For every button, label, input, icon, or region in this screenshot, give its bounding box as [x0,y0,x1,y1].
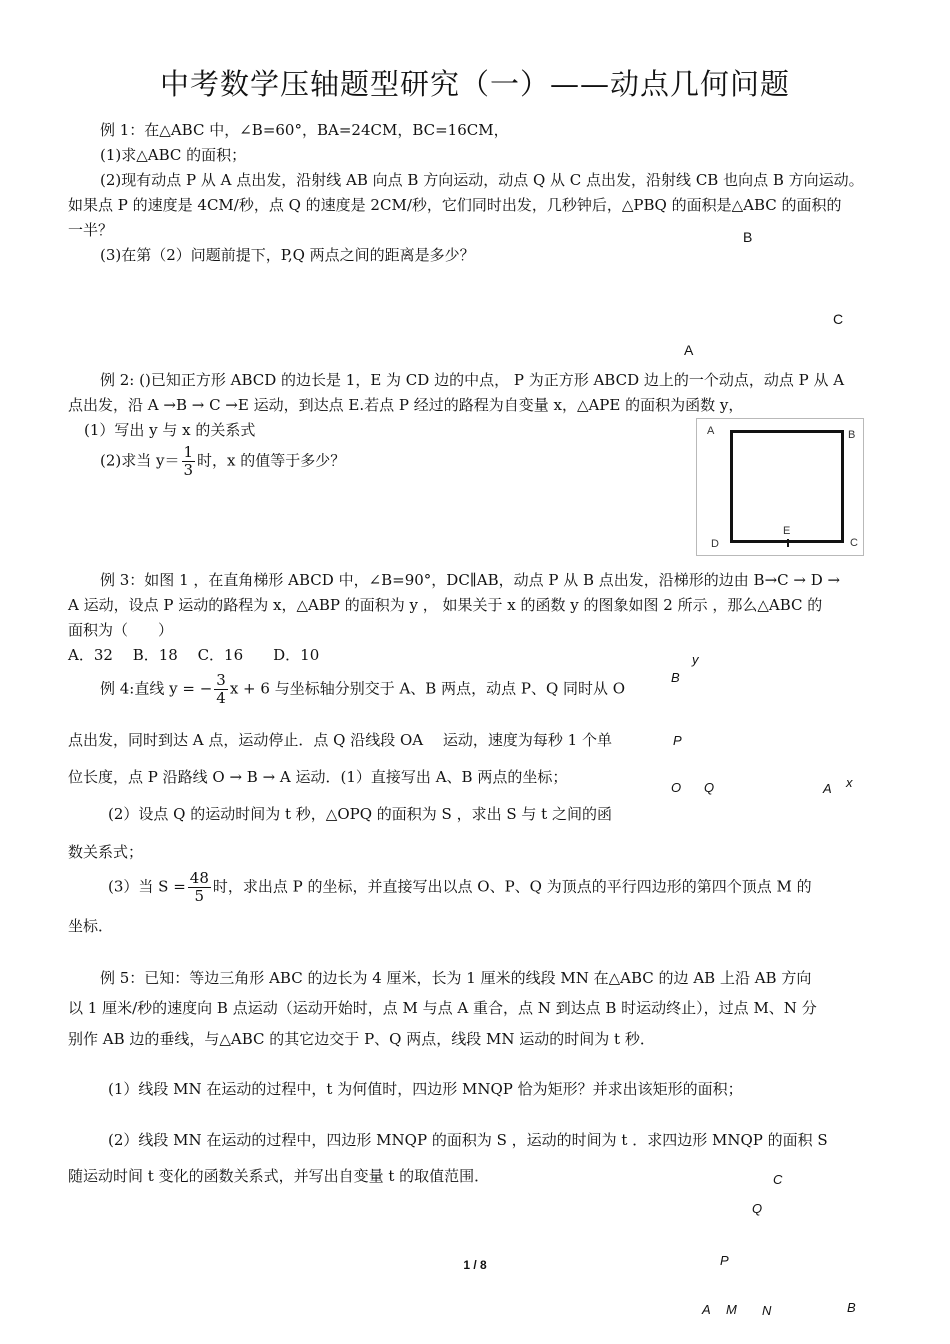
ex1-line-6: (3)在第（2）问题前提下，P,Q 两点之间的距离是多少？ [100,246,475,264]
ex5-line-1: 例 5：已知：等边三角形 ABC 的边长为 4 厘米，长为 1 厘米的线段 MN 在△ABC 的边 AB 上沿 AB 方向 [100,969,812,987]
ex2-fraction-numerator: 1 [183,443,194,461]
ex5-fig-label-n: N [762,1303,772,1318]
ex5-fig-label-a: A [702,1302,711,1317]
ex5-fig-label-p: P [720,1253,729,1268]
ex5-fig-label-q: Q [752,1201,763,1216]
ex1-line-4: 如果点 P 的速度是 4CM/秒，点 Q 的速度是 2CM/秒，它们同时出发，几秒钟后，△PBQ 的面积是△ABC 的面积的 [68,196,842,214]
ex4-line-1-end: x + 6 与坐标轴分别交于 A、B 两点，动点 P、Q 同时从 O [229,679,626,698]
page-title: 中考数学压轴题型研究（一）——动点几何问题 [159,67,790,101]
ex2-fig-label-a: A [707,425,715,437]
ex2-line-2: 点出发，沿 A →B → C →E 运动，到达点 E.若点 P 经过的路程为自变量 x，△APE 的面积为函数 y， [68,396,744,414]
ex5-line-4: (1）线段 MN 在运动的过程中，t 为何值时，四边形 MNQP 恰为矩形？并求出该矩形的面积； [108,1080,743,1098]
ex4-fraction-numerator: 3 [216,671,226,689]
ex5-fig-label-c: C [773,1172,783,1187]
ex5-line-3: 别作 AB 边的垂线，与△ABC 的其它边交于 P、Q 两点，线段 MN 运动的时间为 t 秒． [68,1030,655,1048]
ex4-line-7: 坐标． [68,917,114,935]
ex1-line-1: 例 1：在△ABC 中，∠B=60°，BA=24CM，BC=16CM， [100,121,509,139]
ex4-line-2: 点出发，同时到达 A 点，运动停止．点 Q 沿线段 OA 运动，速度为每秒 1 个单 [68,731,612,749]
ex4-fig-label-y: y [692,652,699,667]
ex2-midpoint-tick [787,539,789,547]
ex4-fig-label-p: P [673,733,682,748]
ex4-fig-label-o: O [671,780,682,795]
ex4-line-6-start: (3）当 S = [108,877,186,896]
ex4-line-4: (2）设点 Q 的运动时间为 t 秒，△OPQ 的面积为 S ，求出 S 与 t 之间的函 [108,805,612,823]
ex2-line-4-end: 时，x 的值等于多少？ [197,451,346,470]
ex2-line-3: (1）写出 y 与 x 的关系式 [84,421,256,439]
ex1-fig-label-c: C [833,311,844,327]
ex1-line-3: (2)现有动点 P 从 A 点出发，沿射线 AB 向点 B 方向运动，动点 Q 从 C 点出发，沿射线 CB 也向点 B 方向运动。 [100,171,864,189]
ex4-fig-label-q: Q [704,780,715,795]
ex5-line-5: (2）线段 MN 在运动的过程中，四边形 MNQP 的面积为 S ，运动的时间为 t ．求四边形 MNQP 的面积 S [108,1131,828,1149]
ex5-fig-label-b: B [847,1300,856,1315]
ex3-options: A．32 B．18 C．16 D．10 [68,646,320,664]
ex1-line-2: (1)求△ABC 的面积； [100,146,247,164]
ex2-fig-label-c: C [850,537,858,549]
ex4-line-6-end: 时，求出点 P 的坐标，并直接写出以点 O、P、Q 为顶点的平行四边形的第四个顶点 M 的 [212,877,812,896]
ex4-line-5: 数关系式； [68,843,144,861]
ex5-line-2: 以 1 厘米/秒的速度向 B 点运动（运动开始时，点 M 与点 A 重合，点 N 到达点 B 时运动终止），过点 M、N 分 [68,999,817,1017]
ex2-fraction-denominator: 3 [183,461,194,479]
ex4-fraction-2-numerator: 48 [189,869,209,887]
ex3-line-1: 例 3：如图 1 ，在直角梯形 ABCD 中，∠B=90°，DC∥AB，动点 P 从 B 点出发，沿梯形的边由 B→C → D → [100,571,841,589]
ex4-fig-label-b: B [671,670,680,685]
ex4-fig-label-x: x [846,775,853,790]
ex4-fraction-2 [188,870,211,905]
ex2-fig-label-e: E [783,525,791,537]
ex3-line-2: A 运动，设点 P 运动的路程为 x，△ABP 的面积为 y ， 如果关于 x 的函数 y 的图象如图 2 所示 ，那么△ABC 的 [68,596,823,614]
ex4-line-1 [100,672,625,707]
ex4-fraction [214,672,228,707]
ex1-line-5: 一半？ [68,221,114,239]
ex5-fig-label-m: M [726,1302,737,1317]
page-number: 1 / 8 [463,1258,487,1272]
ex4-line-1-start: 例 4:直线 y = − [100,679,213,698]
ex2-fig-label-d: D [711,538,719,550]
ex4-line-6 [108,870,812,905]
ex2-fig-label-b: B [848,429,856,441]
ex2-line-1: 例 2: ()已知正方形 ABCD 的边长是 1，E 为 CD 边的中点， P 为正方形 ABCD 边上的一个动点，动点 P 从 A [100,371,845,389]
ex4-fraction-denominator: 4 [216,689,226,707]
ex5-line-6: 随运动时间 t 变化的函数关系式，并写出自变量 t 的取值范围． [68,1167,490,1185]
ex1-fig-label-b: B [743,229,753,245]
ex4-fraction-2-denominator: 5 [194,887,205,905]
ex2-fraction [182,444,196,479]
ex2-line-4-start: (2)求当 y＝ [100,451,180,470]
ex3-line-3: 面积为（ ） [68,621,174,639]
ex4-fig-label-a: A [823,781,832,796]
ex2-line-4 [100,444,345,479]
ex4-line-3: 位长度，点 P 沿路线 O → B → A 运动．(1）直接写出 A、B 两点的坐标； [68,768,568,786]
ex1-fig-label-a: A [684,342,694,358]
ex2-square-figure [696,418,864,556]
